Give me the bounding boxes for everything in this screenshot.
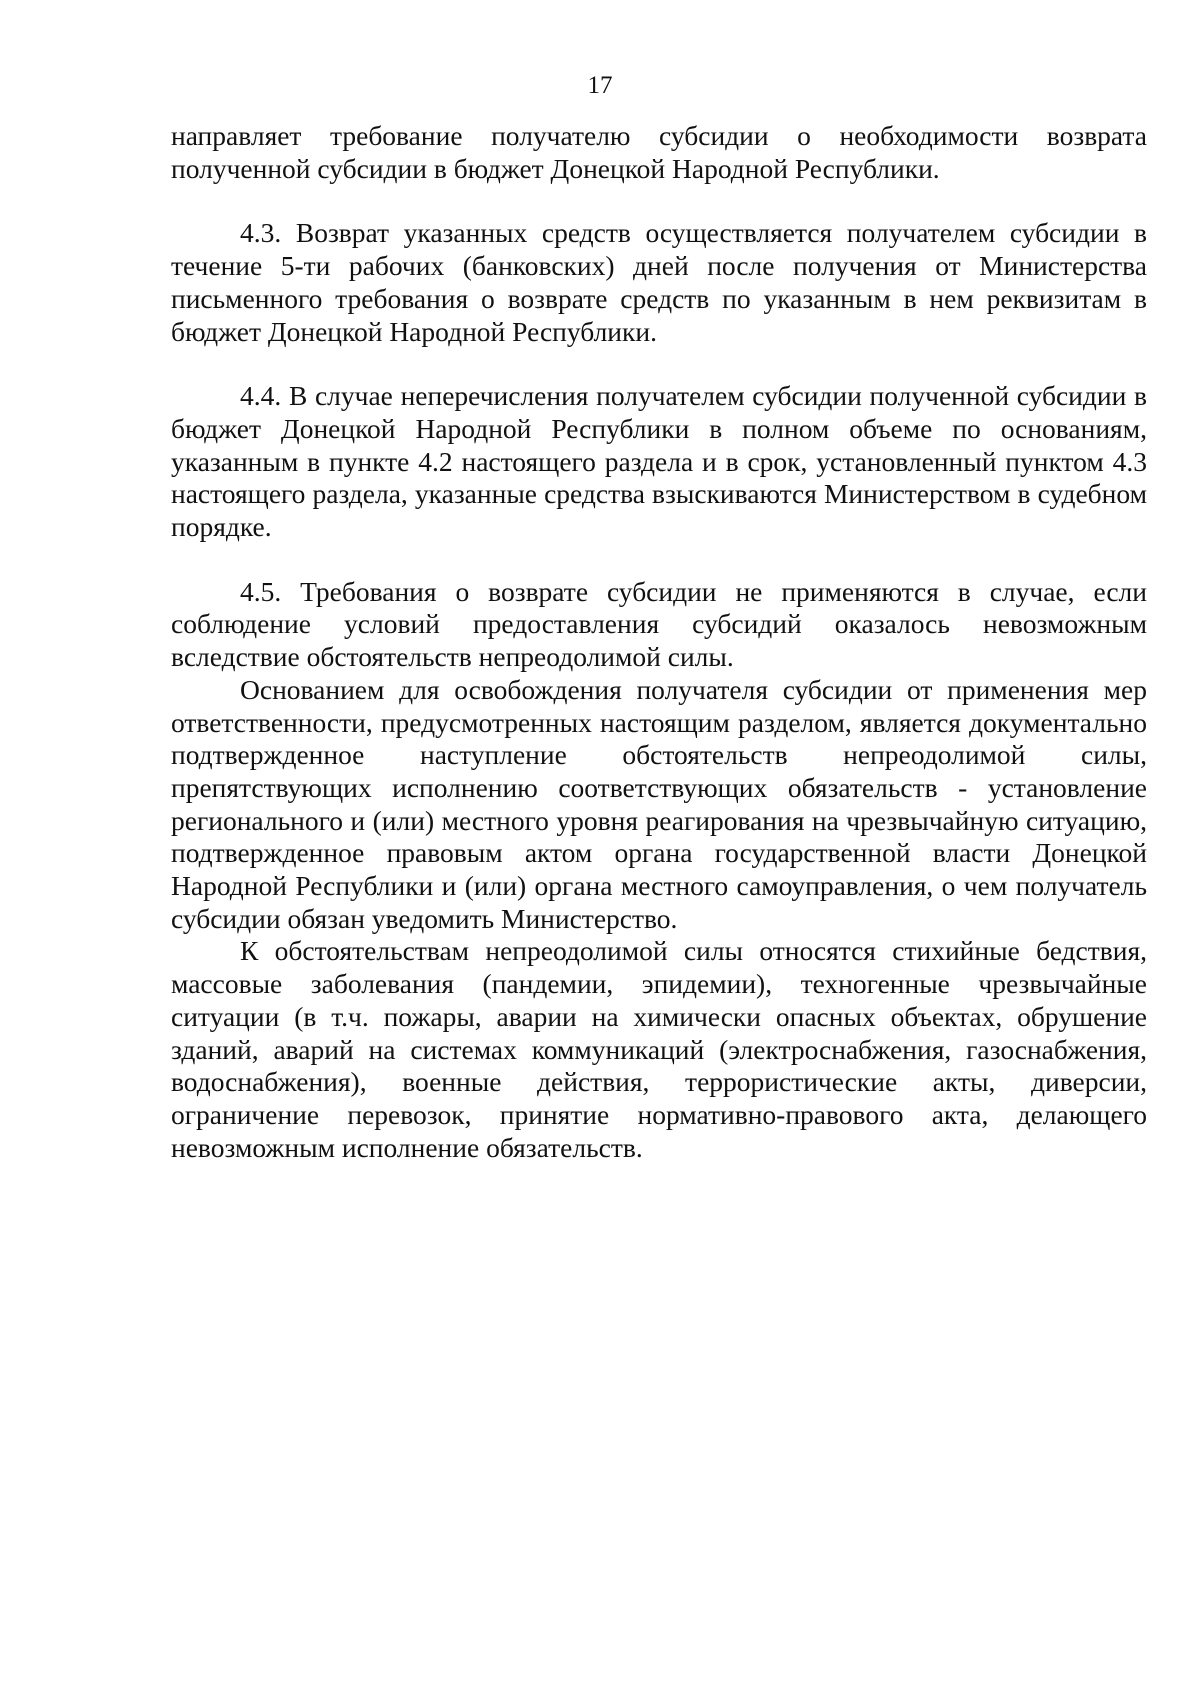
paragraph-4-4: 4.4. В случае неперечисления получателем субсидии полученной субсидии в бюджет Донецкой Народной Республики в полном объеме по основаниям, указанным в пункте 4.2 настоящего раздела и в срок, установленный пунктом 4.3 настоящего раздела, указанные средства взыскиваются Министерством в судебном порядке.: [171, 380, 1147, 543]
paragraph-release-grounds: Основанием для освобождения получателя субсидии от применения мер ответственности, предусмотренных настоящим разделом, является документально подтвержденное наступление обстоятельств непреодолимой силы, препятствующих исполнению соответствующих обязательств - установление регионального и (или) местного уровня реагирования на чрезвычайную ситуацию, подтвержденное правовым актом органа государственной власти Донецкой Народной Республики и (или) органа местного самоуправления, о чем получатель субсидии обязан уведомить Министерство.: [171, 673, 1147, 934]
document-body: [171, 120, 1147, 1164]
paragraph-force-majeure: К обстоятельствам непреодолимой силы относятся стихийные бедствия, массовые заболевания (пандемии, эпидемии), техногенные чрезвычайные ситуации (в т.ч. пожары, аварии на химически опасных объектах, обрушение зданий, аварий на системах коммуникаций (электроснабжения, газоснабжения, водоснабжения), военные действия, террористические акты, диверсии, ограничение перевозок, принятие нормативно-правового акта, делающего невозможным исполнение обязательств.: [171, 935, 1147, 1163]
page-number: 17: [587, 72, 613, 99]
paragraph-4-5: 4.5. Требования о возврате субсидии не применяются в случае, если соблюдение условий предоставления субсидий оказалось невозможным вследствие обстоятельств непреодолимой силы.: [171, 575, 1147, 673]
paragraph-4-3: 4.3. Возврат указанных средств осуществляется получателем субсидии в течение 5-ти рабочих (банковских) дней после получения от Министерства письменного требования о возврате средств по указанным в нем реквизитам в бюджет Донецкой Народной Республики.: [171, 217, 1147, 347]
paragraph-continuation: направляет требование получателю субсидии о необходимости возврата полученной субсидии в бюджет Донецкой Народной Республики.: [171, 120, 1147, 184]
